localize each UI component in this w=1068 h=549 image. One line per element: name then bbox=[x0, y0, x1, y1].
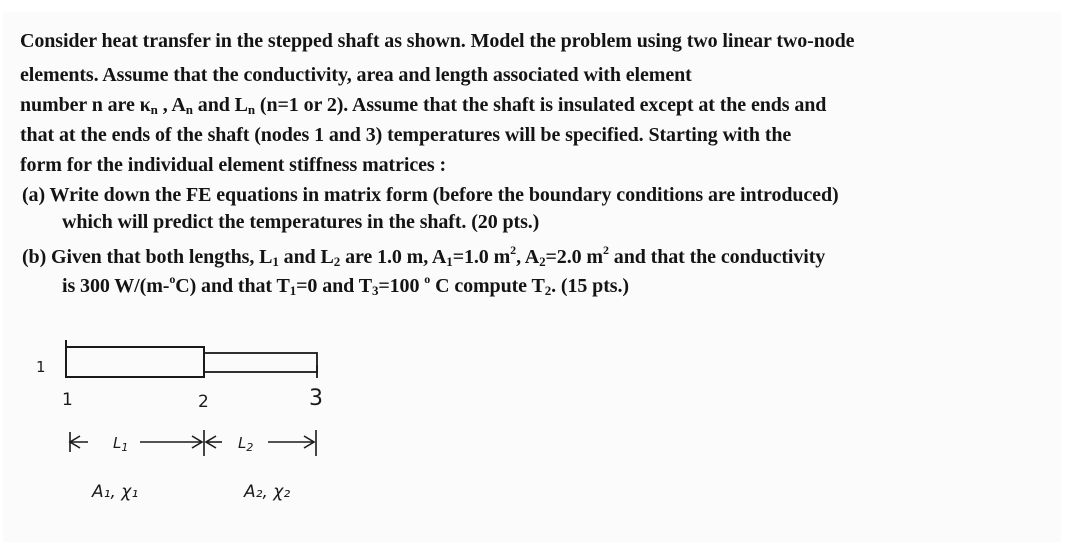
node-label-2: 2 bbox=[198, 392, 209, 412]
part-b-line-1: (b) Given that both lengths, $L_1$ and $L_2$ are 1.0 m, $A_1=1.0$ $m^2$, $A_2=2.0$ $m^2$ and that the conductivity bbox=[22, 243, 826, 269]
intro-line-3: number n are $\kappa_n$ , $A_n$ and $L_n$ (n=1 or 2). Assume that the shaft is insulated except at the ends and bbox=[20, 94, 827, 117]
node-label-left: 1 bbox=[36, 358, 46, 376]
intro-line-4: that at the ends of the shaft (nodes 1 and 3) temperatures will be specified. Starting with the bbox=[20, 124, 792, 146]
node-label-3: 3 bbox=[309, 386, 323, 411]
element-2-properties: A₂, χ₂ bbox=[244, 482, 291, 502]
dim-1-label: $L_1$ bbox=[113, 434, 129, 454]
intro-line-1: Consider heat transfer in the stepped shaft as shown. Model the problem using two linear two-node bbox=[20, 30, 855, 52]
element-1-properties: A₁, χ₁ bbox=[92, 482, 139, 502]
node-label-1: 1 bbox=[62, 390, 73, 410]
part-a-line-2: which will predict the temperatures in the shaft. (20 pts.) bbox=[62, 211, 540, 233]
shaft-element-1 bbox=[66, 347, 204, 377]
intro-line-5: form for the individual element stiffness matrices : bbox=[20, 154, 447, 176]
dim-2-label: $L_2$ bbox=[238, 434, 254, 454]
intro-line-2: elements. Assume that the conductivity, area and length associated with element bbox=[20, 64, 692, 86]
shaft-element-2 bbox=[204, 353, 317, 372]
part-b-line-2: is 300 W/(m-$^o$C) and that $T_1=0$ and $T_3=100$ $^o$ C compute $T_2$. (15 pts.) bbox=[62, 272, 629, 298]
part-a-line-1: (a) Write down the FE equations in matrix form (before the boundary conditions are introduced) bbox=[22, 184, 839, 206]
